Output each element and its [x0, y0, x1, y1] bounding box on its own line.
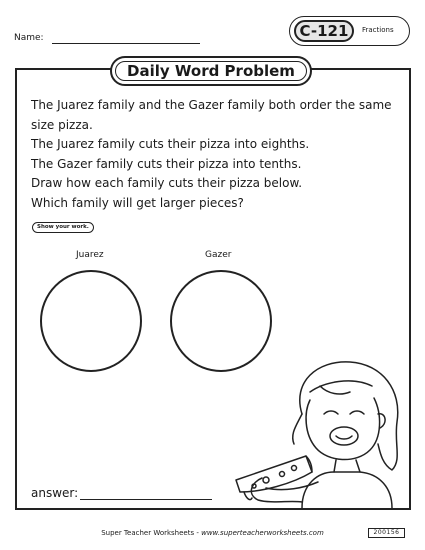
problem-line: The Gazer family cuts their pizza into tenths.	[31, 156, 302, 171]
problem-line: The Juarez family cuts their pizza into eighths.	[31, 137, 310, 151]
answer-line[interactable]	[80, 499, 212, 500]
footer-url[interactable]: www.superteacherworksheets.com	[201, 529, 324, 537]
worksheet-topic: Fractions	[362, 26, 394, 34]
document-id: 200156	[368, 528, 405, 538]
answer-label: answer:	[31, 486, 79, 500]
name-line	[52, 43, 200, 44]
problem-text	[31, 96, 401, 213]
name-label: Name:	[14, 33, 44, 43]
footer	[0, 529, 425, 537]
problem-line: Which family will get larger pieces?	[31, 195, 244, 210]
pizza-label-juarez: Juarez	[76, 250, 104, 260]
show-work-badge: Show your work.	[32, 222, 94, 233]
girl-eating-pizza-illustration	[232, 352, 407, 508]
pizza-label-gazer: Gazer	[205, 250, 232, 260]
problem-line: The Juarez family and the Gazer family both order the same	[31, 98, 392, 112]
problem-line: size pizza.	[31, 117, 93, 132]
worksheet-code: C-121	[294, 20, 354, 42]
footer-site: Super Teacher Worksheets -	[101, 529, 202, 537]
pizza-circle-juarez[interactable]	[40, 270, 142, 372]
page-title: Daily Word Problem	[115, 61, 307, 81]
title-banner	[110, 56, 312, 86]
worksheet-code-tag	[289, 16, 410, 46]
problem-line: Draw how each family cuts their pizza below.	[31, 176, 303, 190]
